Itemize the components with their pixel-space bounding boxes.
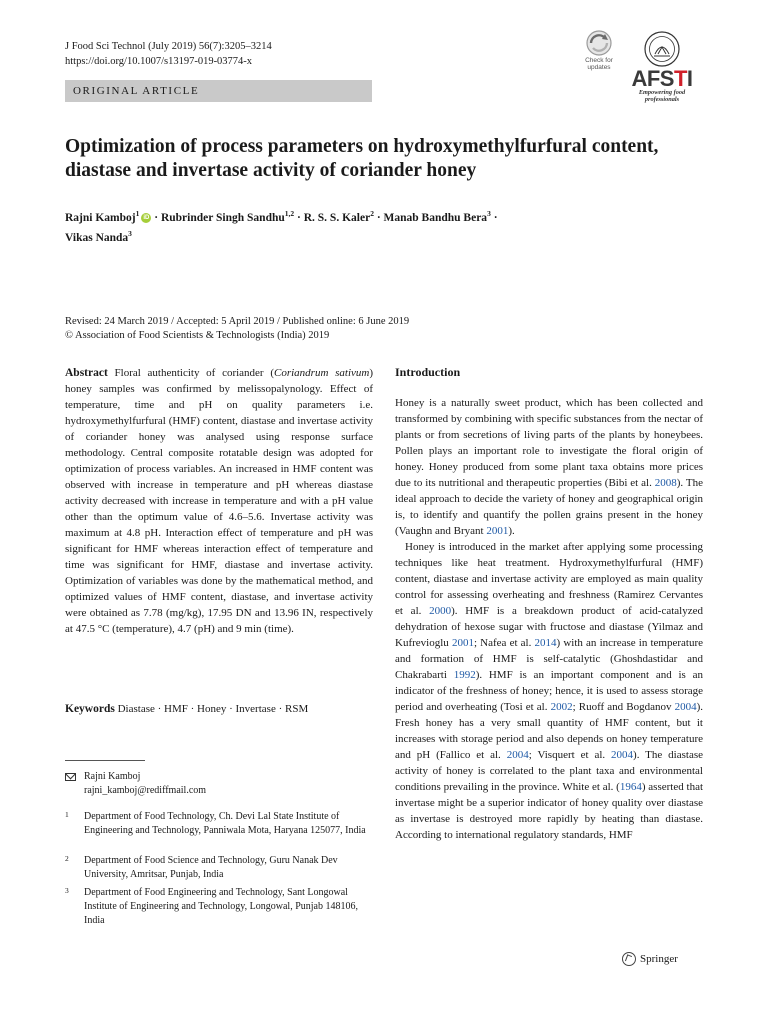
citation-link[interactable]: 1964 — [619, 781, 642, 793]
abstract-lead: Floral authenticity of coriander ( — [114, 367, 274, 379]
affiliation-3 — [65, 886, 373, 928]
author-affil-sup: 3 — [128, 228, 132, 238]
author-name[interactable]: Vikas Nanda — [65, 231, 129, 244]
publication-dates: Revised: 24 March 2019 / Accepted: 5 April 2019 / Published online: 6 June 2019 — [65, 316, 410, 327]
author-separator: · — [373, 211, 384, 224]
copyright-line: © Association of Food Scientists & Technologists (India) 2019 — [65, 330, 330, 341]
affiliation-number: 2 — [65, 854, 69, 863]
check-for-updates-button[interactable] — [578, 30, 620, 72]
affiliation-number: 1 — [65, 810, 69, 819]
citation-link[interactable]: 2001 — [451, 637, 474, 649]
citation-link[interactable]: 2001 — [486, 525, 509, 537]
intro-paragraph-2: Honey is introduced in the market after applying some processing techniques like heat treatment. Hydroxymethylfurfural (HMF) content, diastase and invertase activity are employed as main quality control for assessing overheating and freshness (Ramirez Cervantes et al. 2000). HMF is a breakdown product of acid-catalyzed dehydration of hexose sugar with fructose and diastase (Yilmaz and Kufrevioglu 2001; Nafea et al. 2014) with an increase in temperature and formation of HMF is self-catalytic (Ghoshdastidar and Chakrabarti 1992). HMF is an important component and is an indicator of the freshness of honey; hence, it is used to assess storage period and overheating (Tosi et al. 2002; Ruoff and Bogdanov 2004). Fresh honey has a very small quantity of HMF content, but it increases with storage period and also depends on honey temperature and pH (Fallico et al. 2004; Visquert et al. 2004). The diastase activity of honey is correlated to the plant taxa and environmental conditions prevailing in the province. White et al. (1964) asserted that invertase might be a superior indicator of honey quality over diastase as invertase is destroyed more rapidly by heating than diastase. According to international regulatory standards, HMF — [395, 541, 704, 841]
article-type-banner: ORIGINAL ARTICLE — [65, 80, 372, 102]
section-heading-introduction: Introduction — [395, 365, 461, 379]
affiliation-number: 3 — [65, 886, 69, 895]
introduction-body — [395, 395, 703, 843]
check-updates-icon — [578, 30, 620, 58]
publisher-footer — [622, 951, 678, 967]
author-name[interactable]: Manab Bandhu Bera — [383, 211, 488, 224]
envelope-icon — [65, 773, 76, 781]
author-name[interactable]: Rubrinder Singh Sandhu — [160, 211, 285, 224]
author-separator: · — [151, 211, 161, 224]
citation-link[interactable]: 2004 — [611, 749, 634, 761]
affiliation-2 — [65, 854, 373, 882]
affiliation-1 — [65, 810, 373, 838]
publisher-name: Springer — [640, 953, 678, 965]
author-name[interactable]: R. S. S. Kaler — [303, 211, 371, 224]
citation-link[interactable]: 2004 — [674, 701, 697, 713]
abstract-species: Coriandrum sativum — [274, 367, 370, 379]
logo-wordmark: AFSTI — [631, 66, 693, 91]
logo-tagline: Empowering food professionals — [638, 89, 686, 103]
author-affil-sup: 2 — [370, 209, 374, 218]
journal-citation: J Food Sci Technol (July 2019) 56(7):3205–3214 — [65, 41, 272, 52]
citation-link[interactable]: 2004 — [506, 749, 529, 761]
abstract-body: ) honey samples was confirmed by melissopalynology. Effect of temperature, time and pH on quality parameters i.e. hydroxymethylfurfural (HMF) content, diastase and invertase activity of coriander honey was analysed using response surface methodology. Central composite rotatable design was adopted for optimization of process variables. An increased in HMF content was observed with increase in temperature and pH whereas diastase activity decreased with increase in temperature and with a pH value other than the optimum value of 4.6–5.6. Invertase activity was maximum at 4.8 pH. Interaction effect of temperature and pH was significant for HMF whereas interaction effect of temperature and time was significant for HMF, diastase and invertase activity. Optimization of variables was done by the mathematical method, and optimized values of HMF content, diastase, and invertase activity were obtained as 7.78 (mg/kg), 17.95 DN and 13.96 IN, respectively at 47.5 °C (temperature), 4.7 (pH) and 9 min (time). — [65, 367, 374, 635]
citation-link[interactable]: 2000 — [429, 605, 452, 617]
affiliation-text: Department of Food Technology, Ch. Devi Lal State Institute of Engineering and Technology, Panniwala Mota, Haryana 125077, India — [84, 811, 366, 836]
author-separator: · — [490, 211, 498, 224]
citation-link[interactable]: 2002 — [550, 701, 573, 713]
doi-link[interactable]: https://doi.org/10.1007/s13197-019-03774-x — [65, 56, 253, 67]
affiliation-text: Department of Food Science and Technology, Guru Nanak Dev University, Amritsar, Punjab, India — [84, 855, 338, 880]
corresponding-author-email[interactable]: rajni_kamboj@rediffmail.com — [84, 785, 207, 796]
author-name[interactable]: Rajni Kamboj — [65, 211, 136, 224]
springer-horse-icon — [622, 952, 636, 966]
corresponding-author-name: Rajni Kamboj — [84, 771, 141, 782]
author-separator: · — [294, 211, 304, 224]
check-updates-label: Check for updates — [585, 57, 613, 71]
keywords — [65, 701, 373, 717]
intro-paragraph-1: Honey is a naturally sweet product, which has been collected and transformed by combining with specific substances from the nectar of plants or from secretions of living parts of the plants by honeybees. Pollen plays an important role to investigate the floral origin of honey. Honey produced from some plant taxa obtains more prices due to its nutritional and therapeutic properties (Bibi et al. 2008). The ideal approach to decide the variety of honey and geographical origin is, to identify and quantify the pollen grains present in the honey (Vaughn and Bryant 2001). — [395, 397, 703, 537]
afsti-logo — [622, 30, 702, 103]
affiliation-text: Department of Food Engineering and Technology, Sant Longowal Institute of Engineering and Technology, Longowal, Punjab 148106, India — [84, 887, 358, 926]
citation-link[interactable]: 1992 — [453, 669, 476, 681]
footnote-divider — [65, 760, 145, 761]
article-title: Optimization of process parameters on hydroxymethylfurfural content, diastase and invertase activity of coriander honey — [65, 136, 659, 181]
citation-link[interactable]: 2008 — [654, 477, 677, 489]
keywords-text: Diastase · HMF · Honey · Invertase · RSM — [117, 703, 309, 715]
author-affil-sup: 3 — [487, 209, 491, 218]
orcid-icon[interactable]: iD — [143, 215, 150, 222]
author-affil-sup: 1 — [135, 209, 140, 218]
citation-link[interactable]: 2014 — [534, 637, 557, 649]
abstract — [65, 365, 373, 637]
correspondence — [65, 770, 373, 798]
keywords-label: Keywords — [65, 703, 115, 715]
abstract-label: Abstract — [65, 367, 108, 379]
author-affil-sup: 1,2 — [284, 209, 295, 218]
author-list — [65, 206, 705, 246]
seal-icon — [622, 30, 702, 68]
